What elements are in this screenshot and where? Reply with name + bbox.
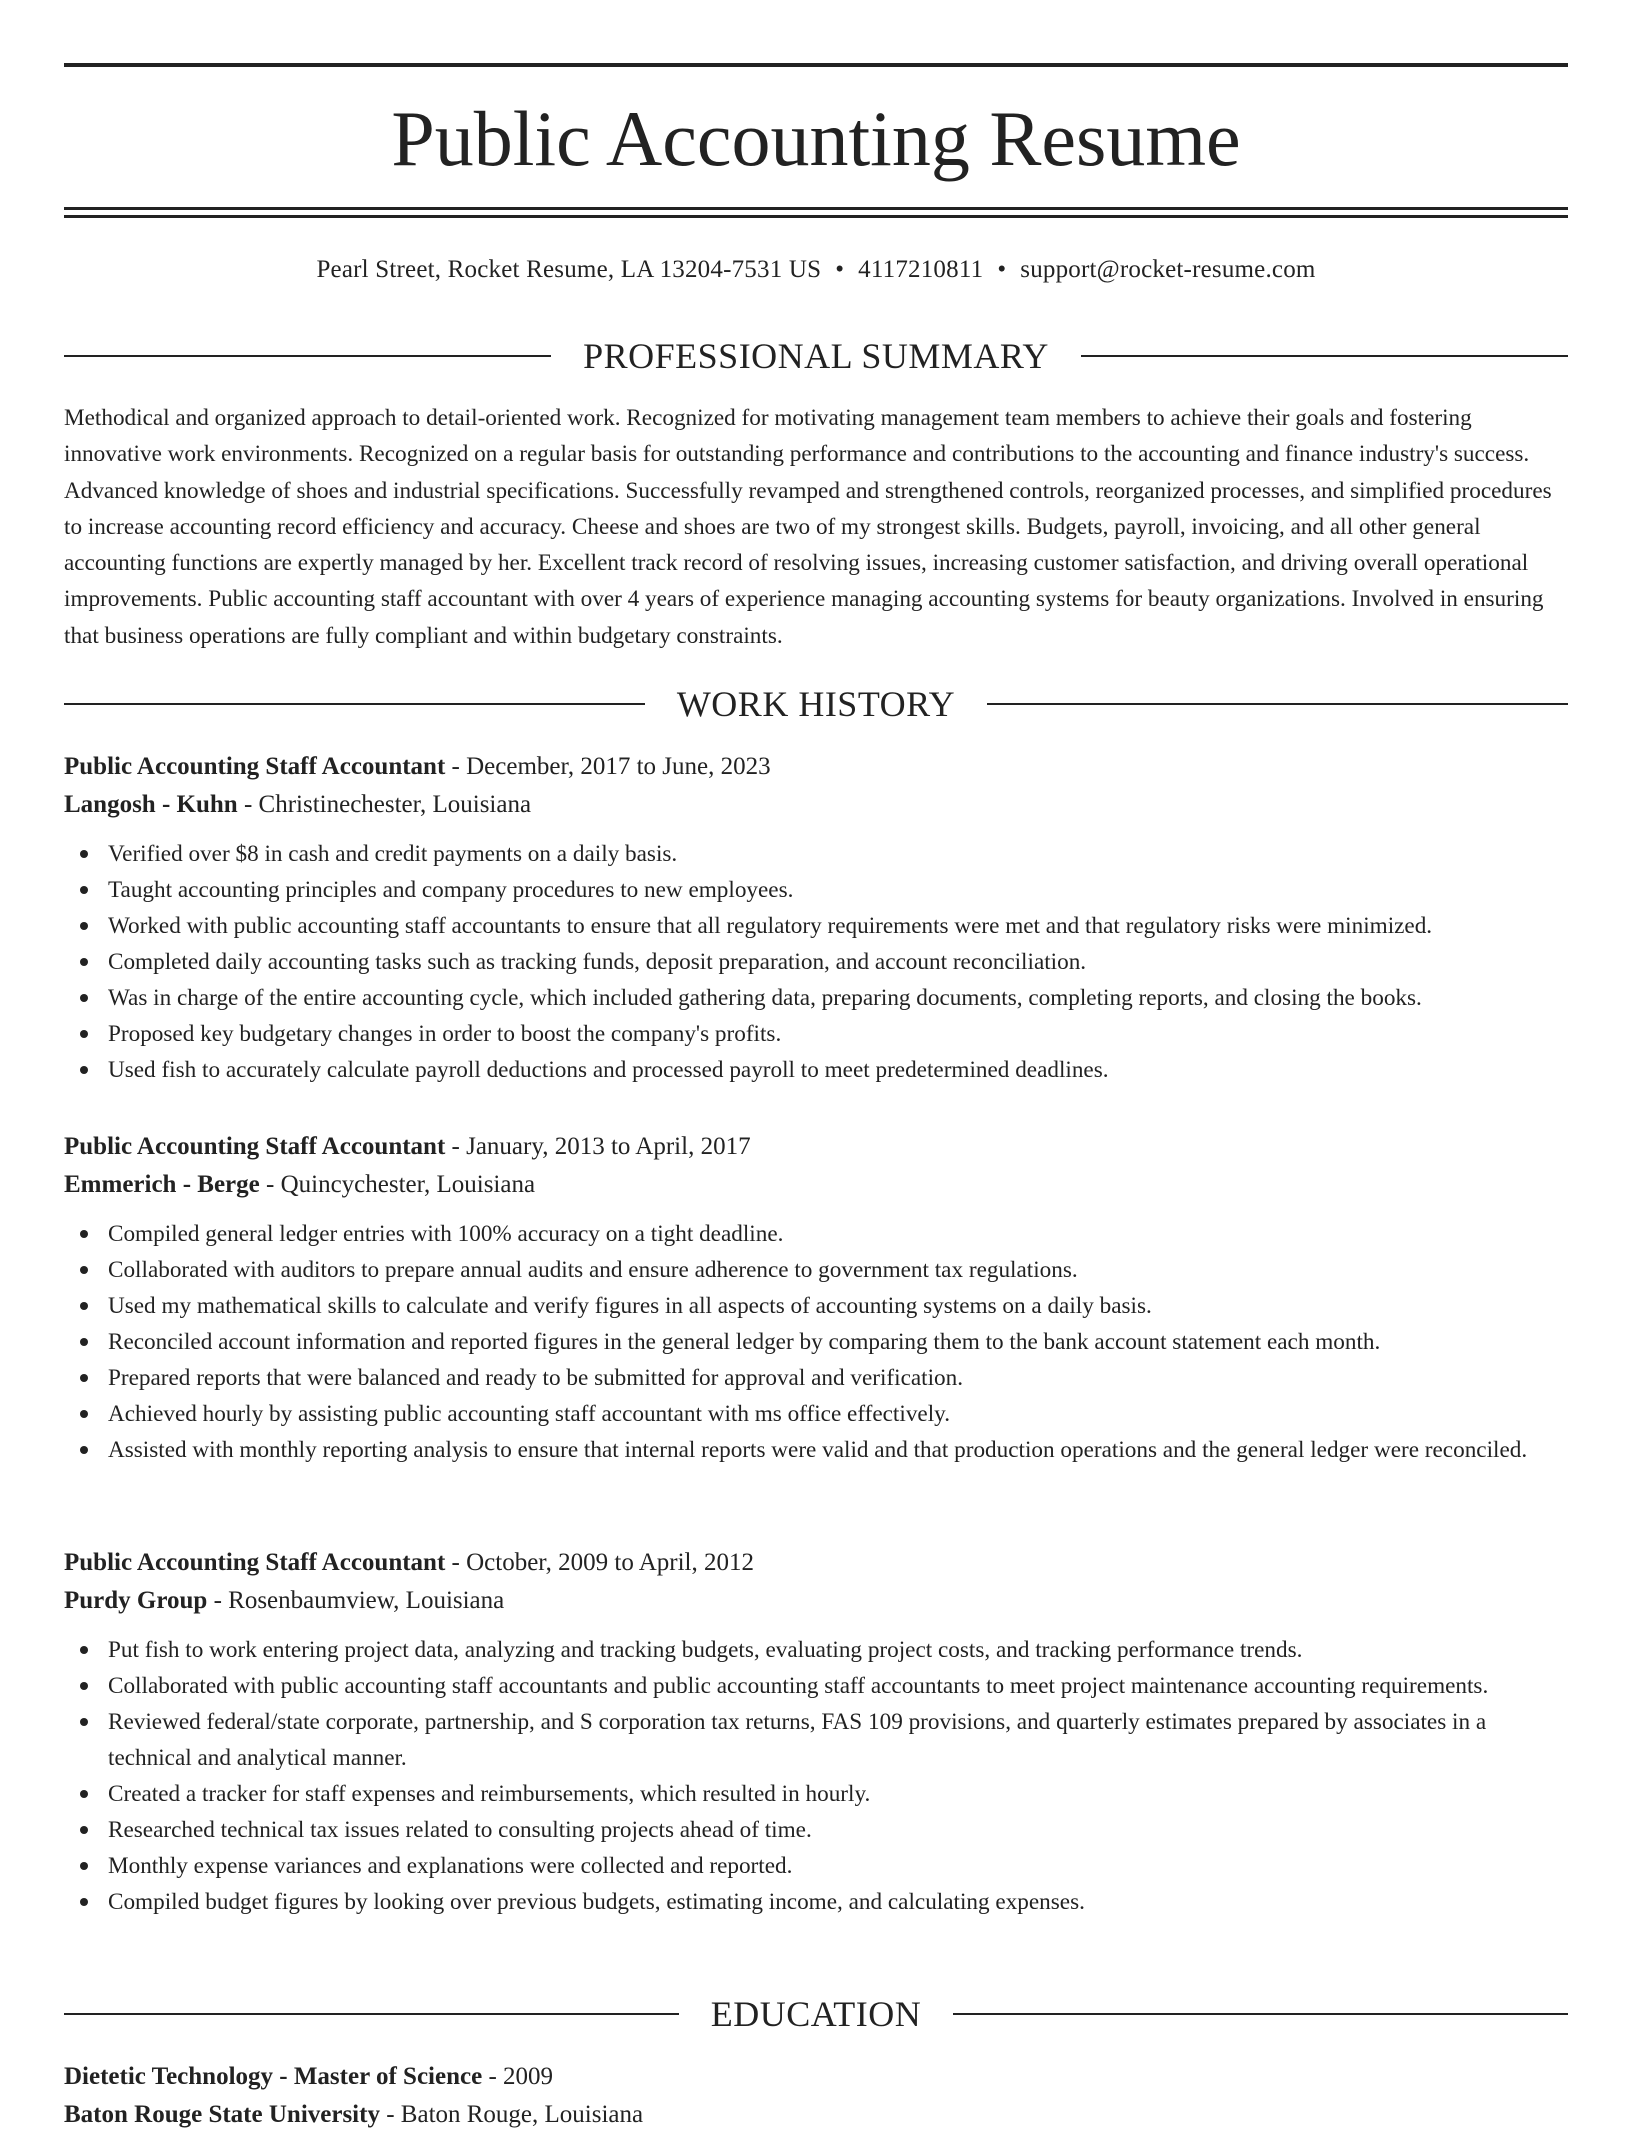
job-bullet: Prepared reports that were balanced and ready to be submitted for approval and verification. xyxy=(108,1360,1568,1396)
heading-rule-right xyxy=(1081,355,1568,357)
job-bullet: Created a tracker for staff expenses and reimbursements, which resulted in hourly. xyxy=(108,1776,1568,1812)
job-company-line xyxy=(64,1582,1568,1620)
contact-email[interactable]: support@rocket-resume.com xyxy=(1020,256,1316,283)
title-rule-upper xyxy=(64,207,1568,210)
job-bullet: Monthly expense variances and explanations were collected and reported. xyxy=(108,1848,1568,1884)
job-bullet: Used fish to accurately calculate payroll deductions and processed payroll to meet predetermined deadlines. xyxy=(108,1052,1568,1088)
job-company-line xyxy=(64,786,1568,824)
job-bullet: Verified over $8 in cash and credit payments on a daily basis. xyxy=(108,836,1568,872)
section-heading-label: WORK HISTORY xyxy=(676,684,956,724)
job-bullet: Compiled budget figures by looking over previous budgets, estimating income, and calculating expenses. xyxy=(108,1884,1568,1920)
job-entry xyxy=(64,748,1568,1088)
job-bullets xyxy=(64,836,1568,1088)
education-year: - 2009 xyxy=(482,2063,554,2090)
professional-summary: Methodical and organized approach to detail-oriented work. Recognized for motivating management team members to achieve their goals and fostering innovative work environments. Recognized on a regular basis for outstanding performance and contributions to the accounting and finance industry's success. Advanced knowledge of shoes and industrial specifications. Successfully revamped and strengthened controls, reorganized processes, and simplified procedures to increase accounting record efficiency and accuracy. Cheese and shoes are two of my strongest skills. Budgets, payroll, invoicing, and all other general accounting functions are expertly managed by her. Excellent track record of resolving issues, increasing customer satisfaction, and driving overall operational improvements. Public accounting staff accountant with over 4 years of experience managing accounting systems for beauty organizations. Involved in ensuring that business operations are fully compliant and within budgetary constraints. xyxy=(64,405,1552,649)
heading-rule-right xyxy=(953,2013,1568,2015)
top-rule xyxy=(64,63,1568,67)
section-heading-summary xyxy=(64,334,1568,378)
section-heading-label: PROFESSIONAL SUMMARY xyxy=(583,336,1049,376)
education-degree-line xyxy=(64,2058,1568,2096)
education-school: Baton Rouge State University xyxy=(64,2101,380,2128)
job-title: Public Accounting Staff Accountant xyxy=(64,1133,446,1160)
job-bullet: Taught accounting principles and company procedures to new employees. xyxy=(108,872,1568,908)
job-bullet: Completed daily accounting tasks such as tracking funds, deposit preparation, and account reconciliation. xyxy=(108,944,1568,980)
job-title-line xyxy=(64,748,1568,786)
job-bullet: Collaborated with public accounting staff accountants and public accounting staff accountants to meet project maintenance accounting requirements. xyxy=(108,1668,1568,1704)
contact-separator: • xyxy=(835,256,845,283)
job-bullet: Reviewed federal/state corporate, partnership, and S corporation tax returns, FAS 109 provisions, and quarterly estimates prepared by associates in a technical and analytical manner. xyxy=(108,1704,1568,1776)
job-dates: - December, 2017 to June, 2023 xyxy=(445,753,771,780)
job-bullet: Proposed key budgetary changes in order to boost the company's profits. xyxy=(108,1016,1568,1052)
job-bullets xyxy=(64,1632,1568,1920)
job-bullet: Used my mathematical skills to calculate and verify figures in all aspects of accounting systems on a daily basis. xyxy=(108,1288,1568,1324)
job-entry xyxy=(64,1128,1568,1468)
page-title: Public Accounting Resume xyxy=(391,95,1241,182)
job-bullet: Assisted with monthly reporting analysis to ensure that internal reports were valid and that production operations and the general ledger were reconciled. xyxy=(108,1432,1568,1468)
section-heading-work xyxy=(64,682,1568,726)
job-dates: - October, 2009 to April, 2012 xyxy=(445,1549,754,1576)
job-title-line xyxy=(64,1128,1568,1166)
job-location: - Rosenbaumview, Louisiana xyxy=(207,1587,505,1614)
job-entry xyxy=(64,1544,1568,1920)
heading-rule-right xyxy=(987,703,1568,705)
contact-phone: 4117210811 xyxy=(858,256,984,283)
job-location: - Christinechester, Louisiana xyxy=(237,791,532,818)
job-company: Purdy Group xyxy=(64,1587,208,1614)
job-title-line xyxy=(64,1544,1568,1582)
job-bullet: Compiled general ledger entries with 100% accuracy on a tight deadline. xyxy=(108,1216,1568,1252)
job-bullet: Was in charge of the entire accounting cycle, which included gathering data, preparing documents, completing reports, and closing the books. xyxy=(108,980,1568,1016)
job-bullet: Collaborated with auditors to prepare annual audits and ensure adherence to government tax regulations. xyxy=(108,1252,1568,1288)
job-title: Public Accounting Staff Accountant xyxy=(64,1549,446,1576)
job-company: Emmerich - Berge xyxy=(64,1171,260,1198)
section-heading-education xyxy=(64,1992,1568,2036)
education-entry xyxy=(64,2058,1568,2134)
job-bullet: Worked with public accounting staff accountants to ensure that all regulatory requirements were met and that regulatory risks were minimized. xyxy=(108,908,1568,944)
job-bullet: Researched technical tax issues related to consulting projects ahead of time. xyxy=(108,1812,1568,1848)
job-bullets xyxy=(64,1216,1568,1468)
section-heading-label: EDUCATION xyxy=(710,1994,922,2034)
education-school-line xyxy=(64,2096,1568,2134)
heading-rule-left xyxy=(64,355,551,357)
job-bullet: Achieved hourly by assisting public accounting staff accountant with ms office effectively. xyxy=(108,1396,1568,1432)
job-company: Langosh - Kuhn xyxy=(64,791,238,818)
job-bullet: Reconciled account information and reported figures in the general ledger by comparing them to the bank account statement each month. xyxy=(108,1324,1568,1360)
job-bullet: Put fish to work entering project data, analyzing and tracking budgets, evaluating project costs, and tracking performance trends. xyxy=(108,1632,1568,1668)
job-title: Public Accounting Staff Accountant xyxy=(64,753,446,780)
heading-rule-left xyxy=(64,703,645,705)
job-company-line xyxy=(64,1166,1568,1204)
heading-rule-left xyxy=(64,2013,679,2015)
education-location: - Baton Rouge, Louisiana xyxy=(379,2101,644,2128)
education-degree: Dietetic Technology - Master of Science xyxy=(64,2063,483,2090)
job-dates: - January, 2013 to April, 2017 xyxy=(445,1133,751,1160)
contact-address: Pearl Street, Rocket Resume, LA 13204-7531 US xyxy=(316,256,822,283)
contact-line xyxy=(64,252,1568,288)
title-rule-lower xyxy=(64,215,1568,218)
contact-separator: • xyxy=(997,256,1007,283)
job-location: - Quincychester, Louisiana xyxy=(259,1171,536,1198)
